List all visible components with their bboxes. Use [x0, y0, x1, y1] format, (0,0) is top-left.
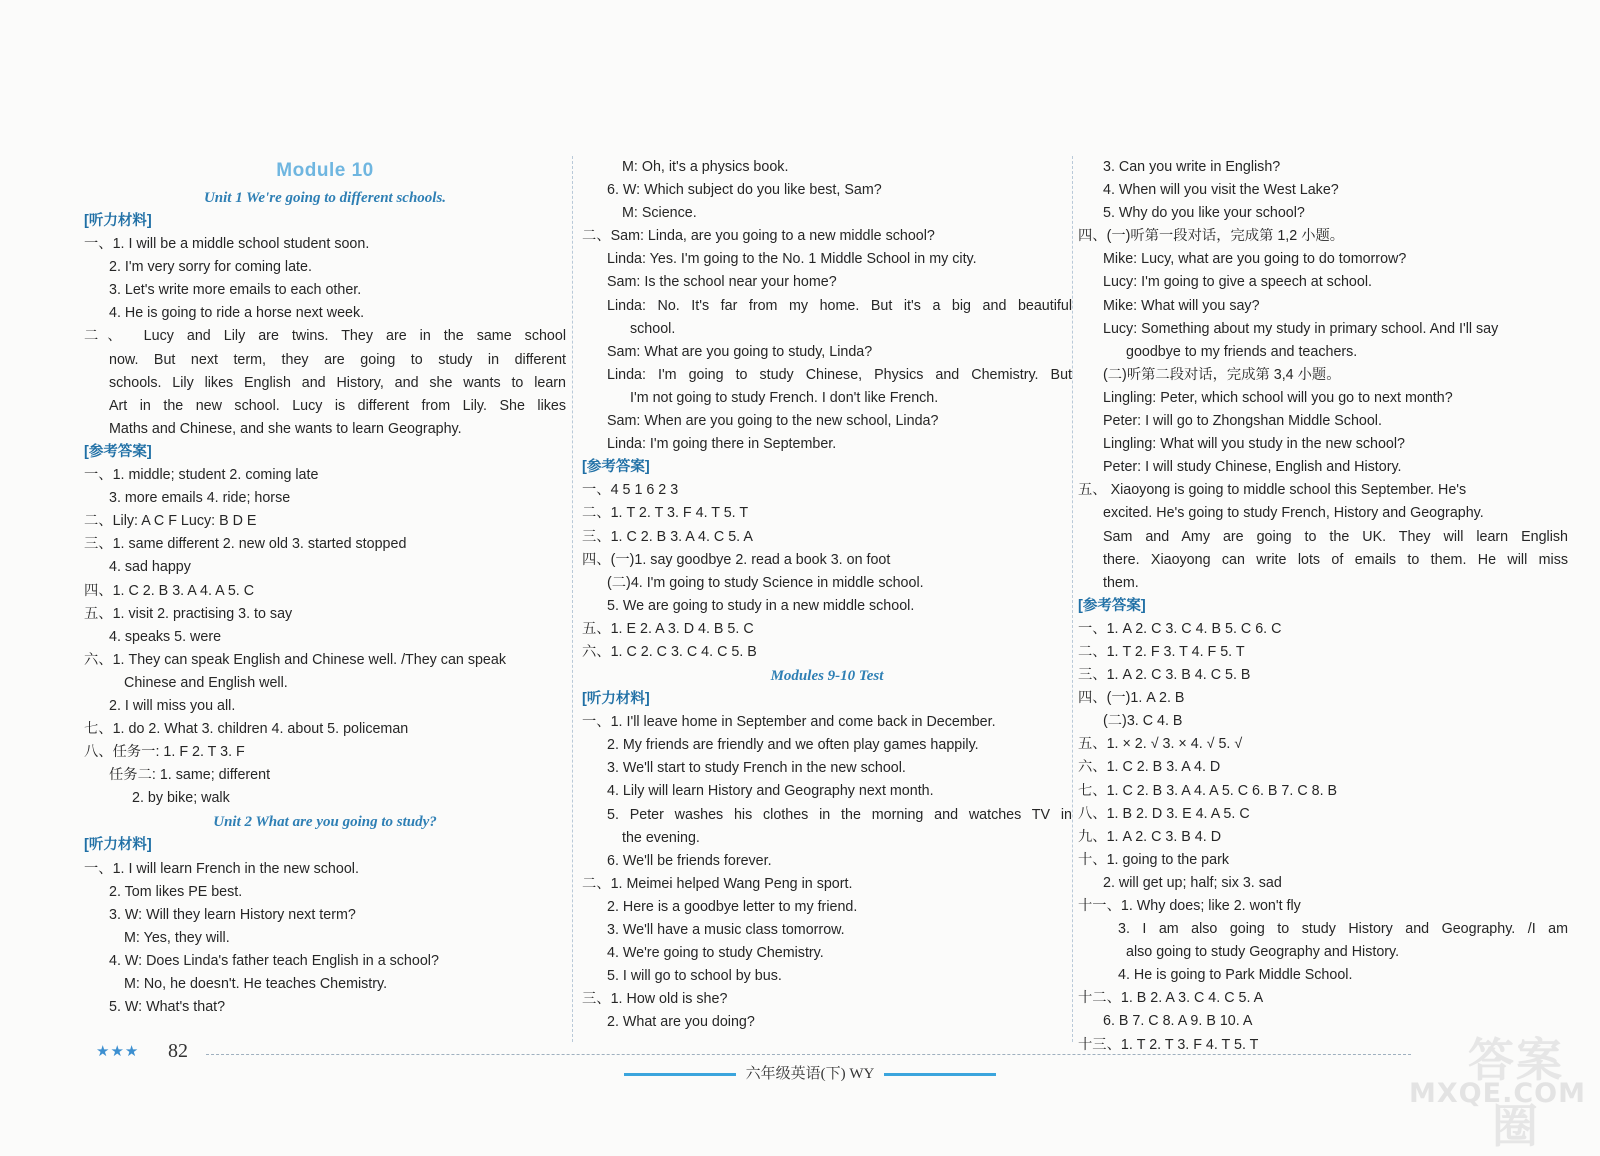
text-line: 四、1. C 2. B 3. A 4. A 5. C — [84, 582, 255, 599]
text-line: 五、 Xiaoyong is going to middle school this September. He's — [1078, 482, 1467, 499]
text-line: 一、1. middle; student 2. coming late — [84, 467, 319, 484]
text-line: 十、1. going to the park — [1078, 851, 1229, 868]
text-line: 任务二: 1. same; different — [109, 767, 271, 784]
text-line: 4. He is going to ride a horse next week. — [109, 305, 365, 322]
text-line: 4. sad happy — [109, 559, 191, 576]
text-line: Mike: What will you say? — [1103, 297, 1260, 314]
text-line: 5. I will go to school by bus. — [607, 968, 782, 985]
text-line: (二)4. I'm going to study Science in middle school. — [607, 574, 924, 591]
text-line: 5. We are going to study in a new middle school. — [607, 597, 915, 614]
text-line: 一、1. I'll leave home in September and come back in December. — [582, 714, 996, 731]
section-header: [听力材料] — [84, 213, 152, 229]
text-line: 七、1. C 2. B 3. A 4. A 5. C 6. B 7. C 8. B — [1078, 782, 1338, 799]
section-header: [听力材料] — [84, 837, 152, 854]
text-line: 十三、1. T 2. T 3. F 4. T 5. T — [1078, 1036, 1259, 1053]
text-line: Lucy: Something about my study in primary school. And I'll say — [1103, 320, 1499, 337]
text-line: 4. We're going to study Chemistry. — [607, 945, 824, 962]
text-line: Chinese and English well. — [124, 674, 288, 691]
text-line: also going to study Geography and History. — [1126, 944, 1400, 961]
text-line: 五、1. visit 2. practising 3. to say — [84, 605, 293, 622]
text-line: (二)听第二段对话，完成第 3,4 小题。 — [1103, 366, 1341, 383]
text-line: 3. Can you write in English? — [1103, 159, 1281, 175]
text-line: 二、 Lucy and Lily are twins. They are in the same school — [84, 328, 566, 345]
text-line: now. But next term, they are going to study in different — [109, 351, 566, 368]
text-line: M: Science. — [622, 205, 697, 222]
text-line: Maths and Chinese, and she wants to learn Geography. — [109, 420, 462, 437]
text-line: Sam: What are you going to study, Linda? — [607, 343, 873, 360]
text-line: 3. more emails 4. ride; horse — [109, 490, 291, 507]
text-line: Lucy: I'm going to give a speech at school. — [1103, 274, 1372, 291]
star-icons: ★★★ — [96, 1043, 140, 1060]
text-line: 九、1. A 2. C 3. B 4. D — [1078, 828, 1222, 845]
text-line: 八、1. B 2. D 3. E 4. A 5. C — [1078, 805, 1250, 822]
book-label-text: 六年级英语(下) WY — [745, 1066, 875, 1082]
text-line: Sam and Amy are going to the UK. They will learn English — [1103, 528, 1568, 545]
text-line: 五、1. × 2. √ 3. × 4. √ 5. √ — [1078, 736, 1243, 753]
text-line: 七、1. do 2. What 3. children 4. about 5. policeman — [84, 721, 409, 738]
text-line: 2. will get up; half; six 3. sad — [1103, 874, 1282, 891]
section-header: [听力材料] — [582, 691, 650, 708]
text-line: 三、1. C 2. B 3. A 4. C 5. A — [582, 528, 753, 545]
text-line: 二、Lily: A C F Lucy: B D E — [84, 513, 257, 530]
text-line: Linda: No. It's far from my home. But it's a big and beautiful — [607, 297, 1072, 314]
section-header: [参考答案] — [582, 459, 650, 476]
decorative-bar — [884, 1073, 996, 1076]
decorative-bar — [624, 1073, 736, 1076]
middle-column — [582, 156, 1072, 1034]
text-line: goodbye to my friends and teachers. — [1126, 343, 1358, 360]
text-line: Peter: I will go to Zhongshan Middle School. — [1103, 413, 1382, 430]
text-line: 三、1. A 2. C 3. B 4. C 5. B — [1078, 667, 1251, 684]
text-line: M: No, he doesn't. He teaches Chemistry. — [124, 976, 388, 992]
text-line: 一、4 5 1 6 2 3 — [582, 482, 679, 499]
left-column — [84, 156, 566, 1019]
section-header: [参考答案] — [84, 443, 152, 460]
text-line: Linda: Yes. I'm going to the No. 1 Middle School in my city. — [607, 251, 977, 268]
text-line: 六、1. They can speak English and Chinese well. /They can speak — [84, 651, 506, 668]
text-line: 5. Peter washes his clothes in the morning and watches TV in — [607, 806, 1072, 823]
text-line: 4. W: Does Linda's father teach English in a school? — [109, 952, 439, 969]
book-label — [600, 1062, 1020, 1086]
text-line: 4. Lily will learn History and Geography next month. — [607, 783, 934, 800]
text-line: 3. Let's write more emails to each other. — [109, 282, 362, 299]
text-line: Sam: When are you going to the new school, Linda? — [607, 413, 939, 430]
text-line: schools. Lily likes English and History, and she wants to learn — [109, 374, 566, 391]
text-line: 二、1. Meimei helped Wang Peng in sport. — [582, 875, 853, 892]
text-line: 六、1. C 2. B 3. A 4. D — [1078, 759, 1221, 776]
text-line: 4. He is going to Park Middle School. — [1118, 967, 1353, 984]
text-line: Mike: Lucy, what are you going to do tomorrow? — [1103, 251, 1407, 268]
text-line: 6. B 7. C 8. A 9. B 10. A — [1103, 1013, 1253, 1030]
unit-title: Modules 9-10 Test — [770, 668, 884, 685]
text-line: 五、1. E 2. A 3. D 4. B 5. C — [582, 620, 754, 637]
text-line: Linda: I'm going to study Chinese, Physics and Chemistry. But — [607, 366, 1072, 383]
column-divider — [572, 156, 573, 1042]
text-line: (二)3. C 4. B — [1103, 713, 1183, 730]
text-line: 十一、1. Why does; like 2. won't fly — [1078, 898, 1301, 914]
text-line: 3. We'll start to study French in the new school. — [607, 760, 906, 777]
column-divider — [1072, 156, 1073, 1042]
text-line: excited. He's going to study French, History and Geography. — [1103, 505, 1484, 522]
watermark-logo: 答案圈 — [1468, 1033, 1564, 1153]
text-line: 6. W: Which subject do you like best, Sam? — [607, 182, 882, 199]
section-header: [参考答案] — [1078, 597, 1146, 614]
right-column — [1078, 156, 1568, 1057]
text-line: 三、1. same different 2. new old 3. started stopped — [84, 536, 407, 553]
text-line: 3. We'll have a music class tomorrow. — [607, 922, 845, 938]
footer-dotted-line — [206, 1054, 1411, 1055]
watermark-url: MXQE.COM — [1409, 1078, 1586, 1109]
text-line: M: Oh, it's a physics book. — [622, 159, 789, 175]
text-line: 3. I am also going to study History and Geography. /I am — [1118, 921, 1568, 938]
text-line: 二、1. T 2. F 3. T 4. F 5. T — [1078, 643, 1245, 660]
text-line: 6. We'll be friends forever. — [607, 852, 772, 869]
text-line: 3. W: Will they learn History next term? — [109, 906, 356, 923]
text-line: Art in the new school. Lucy is different from Lily. She likes — [109, 397, 566, 414]
text-line: Sam: Is the school near your home? — [607, 274, 837, 291]
text-line: 2. What are you doing? — [607, 1014, 755, 1031]
text-line: 一、1. I will be a middle school student soon. — [84, 236, 370, 253]
text-line: 5. Why do you like your school? — [1103, 205, 1305, 222]
text-line: 一、1. A 2. C 3. C 4. B 5. C 6. C — [1078, 620, 1282, 637]
text-line: 四、(一)1. A 2. B — [1078, 690, 1185, 707]
text-line: 三、1. How old is she? — [582, 991, 728, 1008]
text-line: 2. I'm very sorry for coming late. — [109, 259, 312, 276]
text-line: 二、Sam: Linda, are you going to a new middle school? — [582, 228, 935, 245]
text-line: there. Xiaoyong can write lots of emails to them. He will miss — [1103, 551, 1568, 568]
text-line: them. — [1103, 574, 1139, 591]
text-line: the evening. — [622, 829, 700, 846]
text-line: I'm not going to study French. I don't like French. — [630, 389, 939, 406]
text-line: 2. I will miss you all. — [109, 697, 236, 714]
text-line: 2. My friends are friendly and we often play games happily. — [607, 737, 979, 754]
text-line: Peter: I will study Chinese, English and History. — [1103, 459, 1402, 476]
text-line: M: Yes, they will. — [124, 929, 230, 946]
text-line: 4. speaks 5. were — [109, 628, 222, 645]
text-line: 4. When will you visit the West Lake? — [1103, 182, 1339, 199]
text-line: 2. Tom likes PE best. — [109, 883, 243, 900]
text-line: 2. by bike; walk — [132, 790, 230, 807]
text-line: Lingling: What will you study in the new school? — [1103, 436, 1405, 453]
text-line: 二、1. T 2. T 3. F 4. T 5. T — [582, 505, 749, 522]
text-line: 四、(一)听第一段对话，完成第 1,2 小题。 — [1078, 228, 1345, 245]
page-number: 82 — [168, 1040, 188, 1062]
text-line: 八、任务一: 1. F 2. T 3. F — [84, 744, 245, 761]
text-line: school. — [630, 320, 676, 337]
text-line: 十二、1. B 2. A 3. C 4. C 5. A — [1078, 990, 1264, 1007]
text-line: 四、(一)1. say goodbye 2. read a book 3. on foot — [582, 551, 891, 568]
unit-title: Unit 2 What are you going to study? — [213, 814, 437, 831]
module-title: Module 10 — [276, 160, 374, 181]
unit-title: Unit 1 We're going to different schools. — [203, 190, 447, 206]
text-line: Lingling: Peter, which school will you go to next month? — [1103, 389, 1453, 406]
text-line: Linda: I'm going there in September. — [607, 436, 837, 453]
text-line: 5. W: What's that? — [109, 999, 226, 1016]
text-line: 六、1. C 2. C 3. C 4. C 5. B — [582, 643, 757, 660]
text-line: 2. Here is a goodbye letter to my friend. — [607, 898, 858, 915]
text-line: 一、1. I will learn French in the new school. — [84, 860, 359, 877]
